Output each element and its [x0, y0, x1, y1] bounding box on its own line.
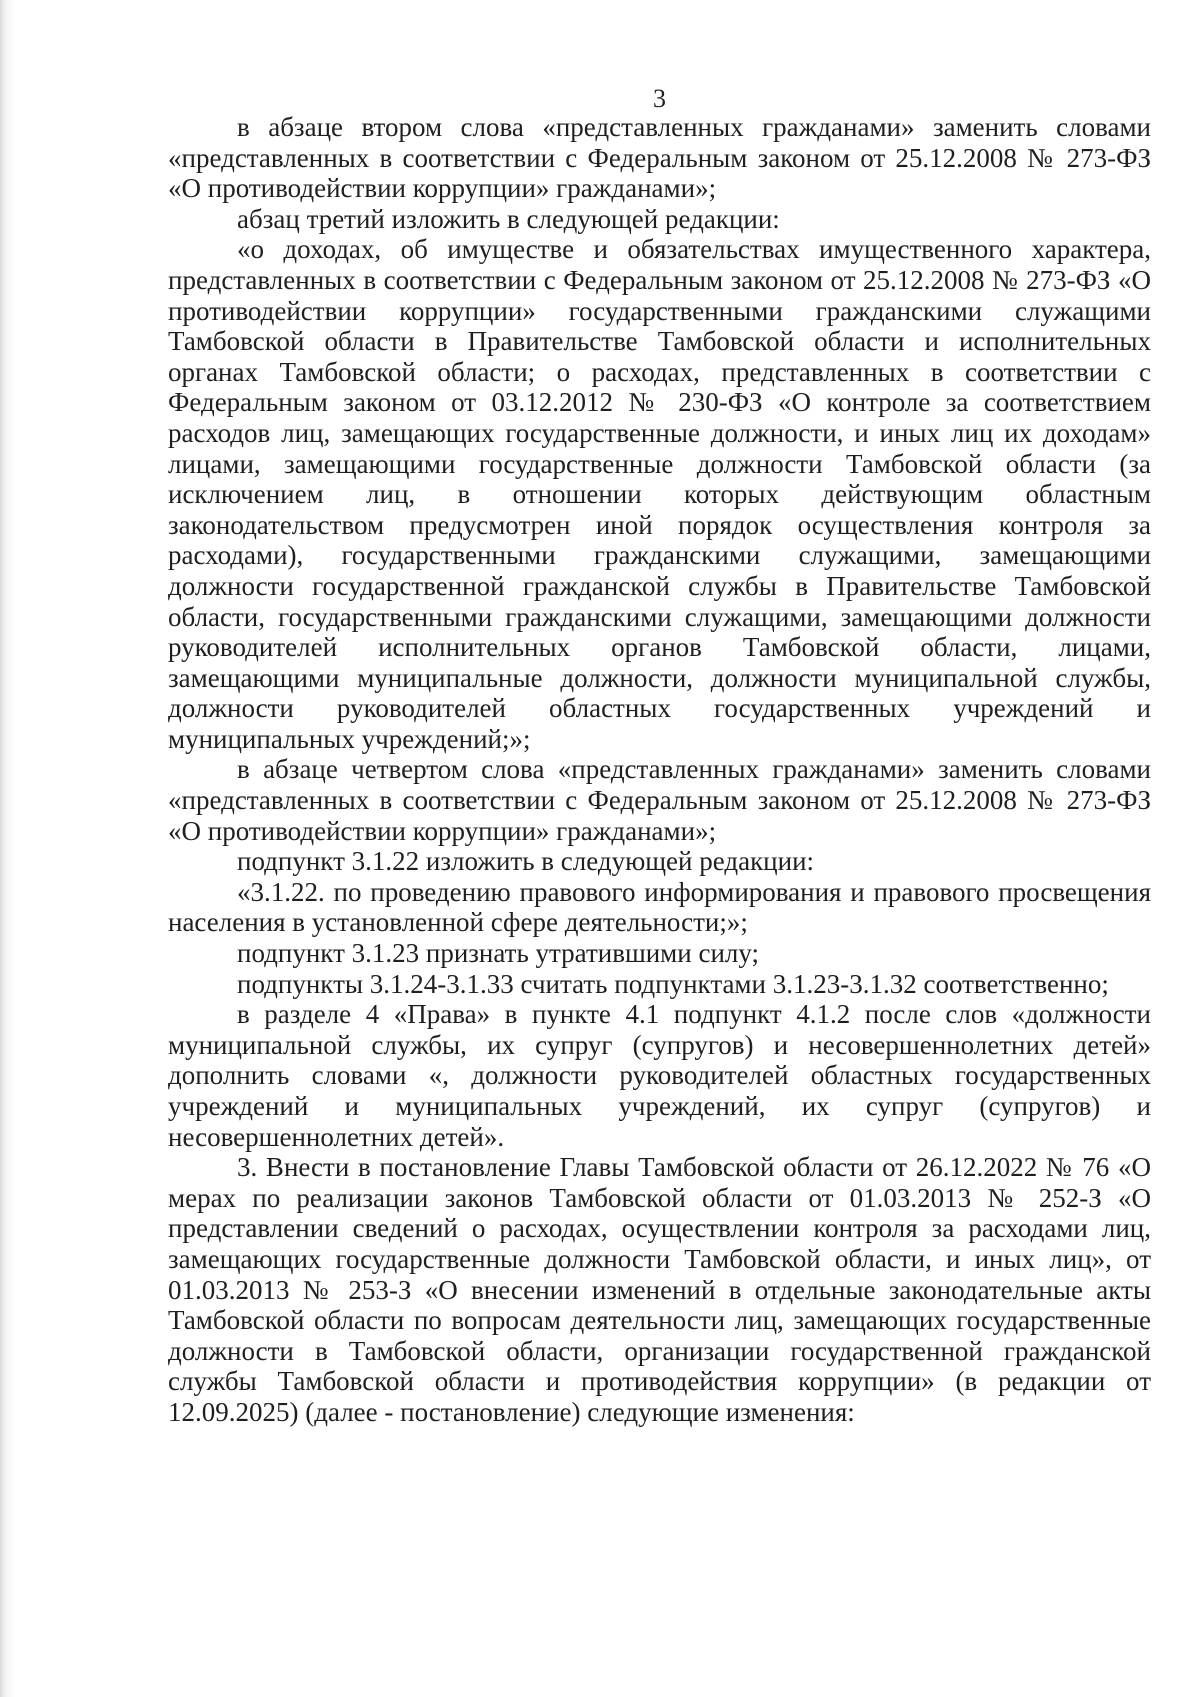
paragraph-item-3: 3. Внести в постановление Главы Тамбовской области от 26.12.2022 № 76 «О мерах по реализации законов Тамбовской области от 01.03.2013 № 252-З «О представлении сведений о расходах, осуществлении контроля за расходами лиц, замещающих государственные должности Тамбовской области, и иных лиц», от 01.03.2013 № 253-З «О внесении изменений в отдельные законодательные акты Тамбовской области по вопросам деятельности лиц, замещающих государственные должности в Тамбовской области, организации государственной гражданской службы Тамбовской области и противодействия коррупции» (в редакции от 12.09.2025) (далее - постановление) следующие изменения:	[168, 1152, 1151, 1427]
paragraph-3-1-22-intro: подпункт 3.1.22 изложить в следующей редакции:	[237, 846, 815, 877]
paragraph-3-1-22-text: «3.1.22. по проведению правового информирования и правового просвещения населения в установленной сфере деятельности;»;	[168, 876, 1151, 938]
paragraph-para2-amendment: в абзаце втором слова «представленных гражданами» заменить словами «представленных в соответствии с Федеральным законом от 25.12.2008 № 273-ФЗ «О противодействии коррупции» гражданами»;	[168, 112, 1151, 204]
document-body	[168, 112, 1151, 1428]
paragraph-para4-amendment: в абзаце четвертом слова «представленных гражданами» заменить словами «представленных в соответствии с Федеральным законом от 25.12.2008 № 273-ФЗ «О противодействии коррупции» гражданами»;	[168, 754, 1151, 846]
paragraph-section-4-rights: в разделе 4 «Права» в пункте 4.1 подпункт 4.1.2 после слов «должности муниципальной службы, их супруг (супругов) и несовершеннолетних детей» дополнить словами «, должности руководителей областных государственных учреждений и муниципальных учреждений, их супруг (супругов) и несовершеннолетних детей».	[168, 999, 1151, 1152]
paragraph-3-1-23-repeal: подпункт 3.1.23 признать утратившими силу;	[237, 938, 760, 969]
paragraph-para3-intro: абзац третий изложить в следующей редакции:	[237, 203, 780, 234]
paragraph-renumbering: подпункты 3.1.24-3.1.33 считать подпунктами 3.1.23-3.1.32 соответственно;	[237, 968, 1109, 999]
paragraph-para3-text: «о доходах, об имуществе и обязательствах имущественного характера, представленных в соответствии с Федеральным законом от 25.12.2008 № 273-ФЗ «О противодействии коррупции» государственными гражданскими служащими Тамбовской области в Правительстве Тамбовской области и исполнительных органах Тамбовской области; о расходах, представленных в соответствии с Федеральным законом от 03.12.2012 № 230-ФЗ «О контроле за соответствием расходов лиц, замещающих государственные должности, и иных лиц их доходам» лицами, замещающими государственные должности Тамбовской области (за исключением лиц, в отношении которых действующим областным законодательством предусмотрен иной порядок осуществления контроля за расходами), государственными гражданскими служащими, замещающими должности государственной гражданской службы в Правительстве Тамбовской области, государственными гражданскими служащими, замещающими должности руководителей исполнительных органов Тамбовской области, лицами, замещающими муниципальные должности, должности муниципальной службы, должности руководителей областных государственных учреждений и муниципальных учреждений;»;	[168, 234, 1151, 754]
scan-edge	[0, 0, 14, 1697]
page-number: 3	[653, 84, 666, 113]
